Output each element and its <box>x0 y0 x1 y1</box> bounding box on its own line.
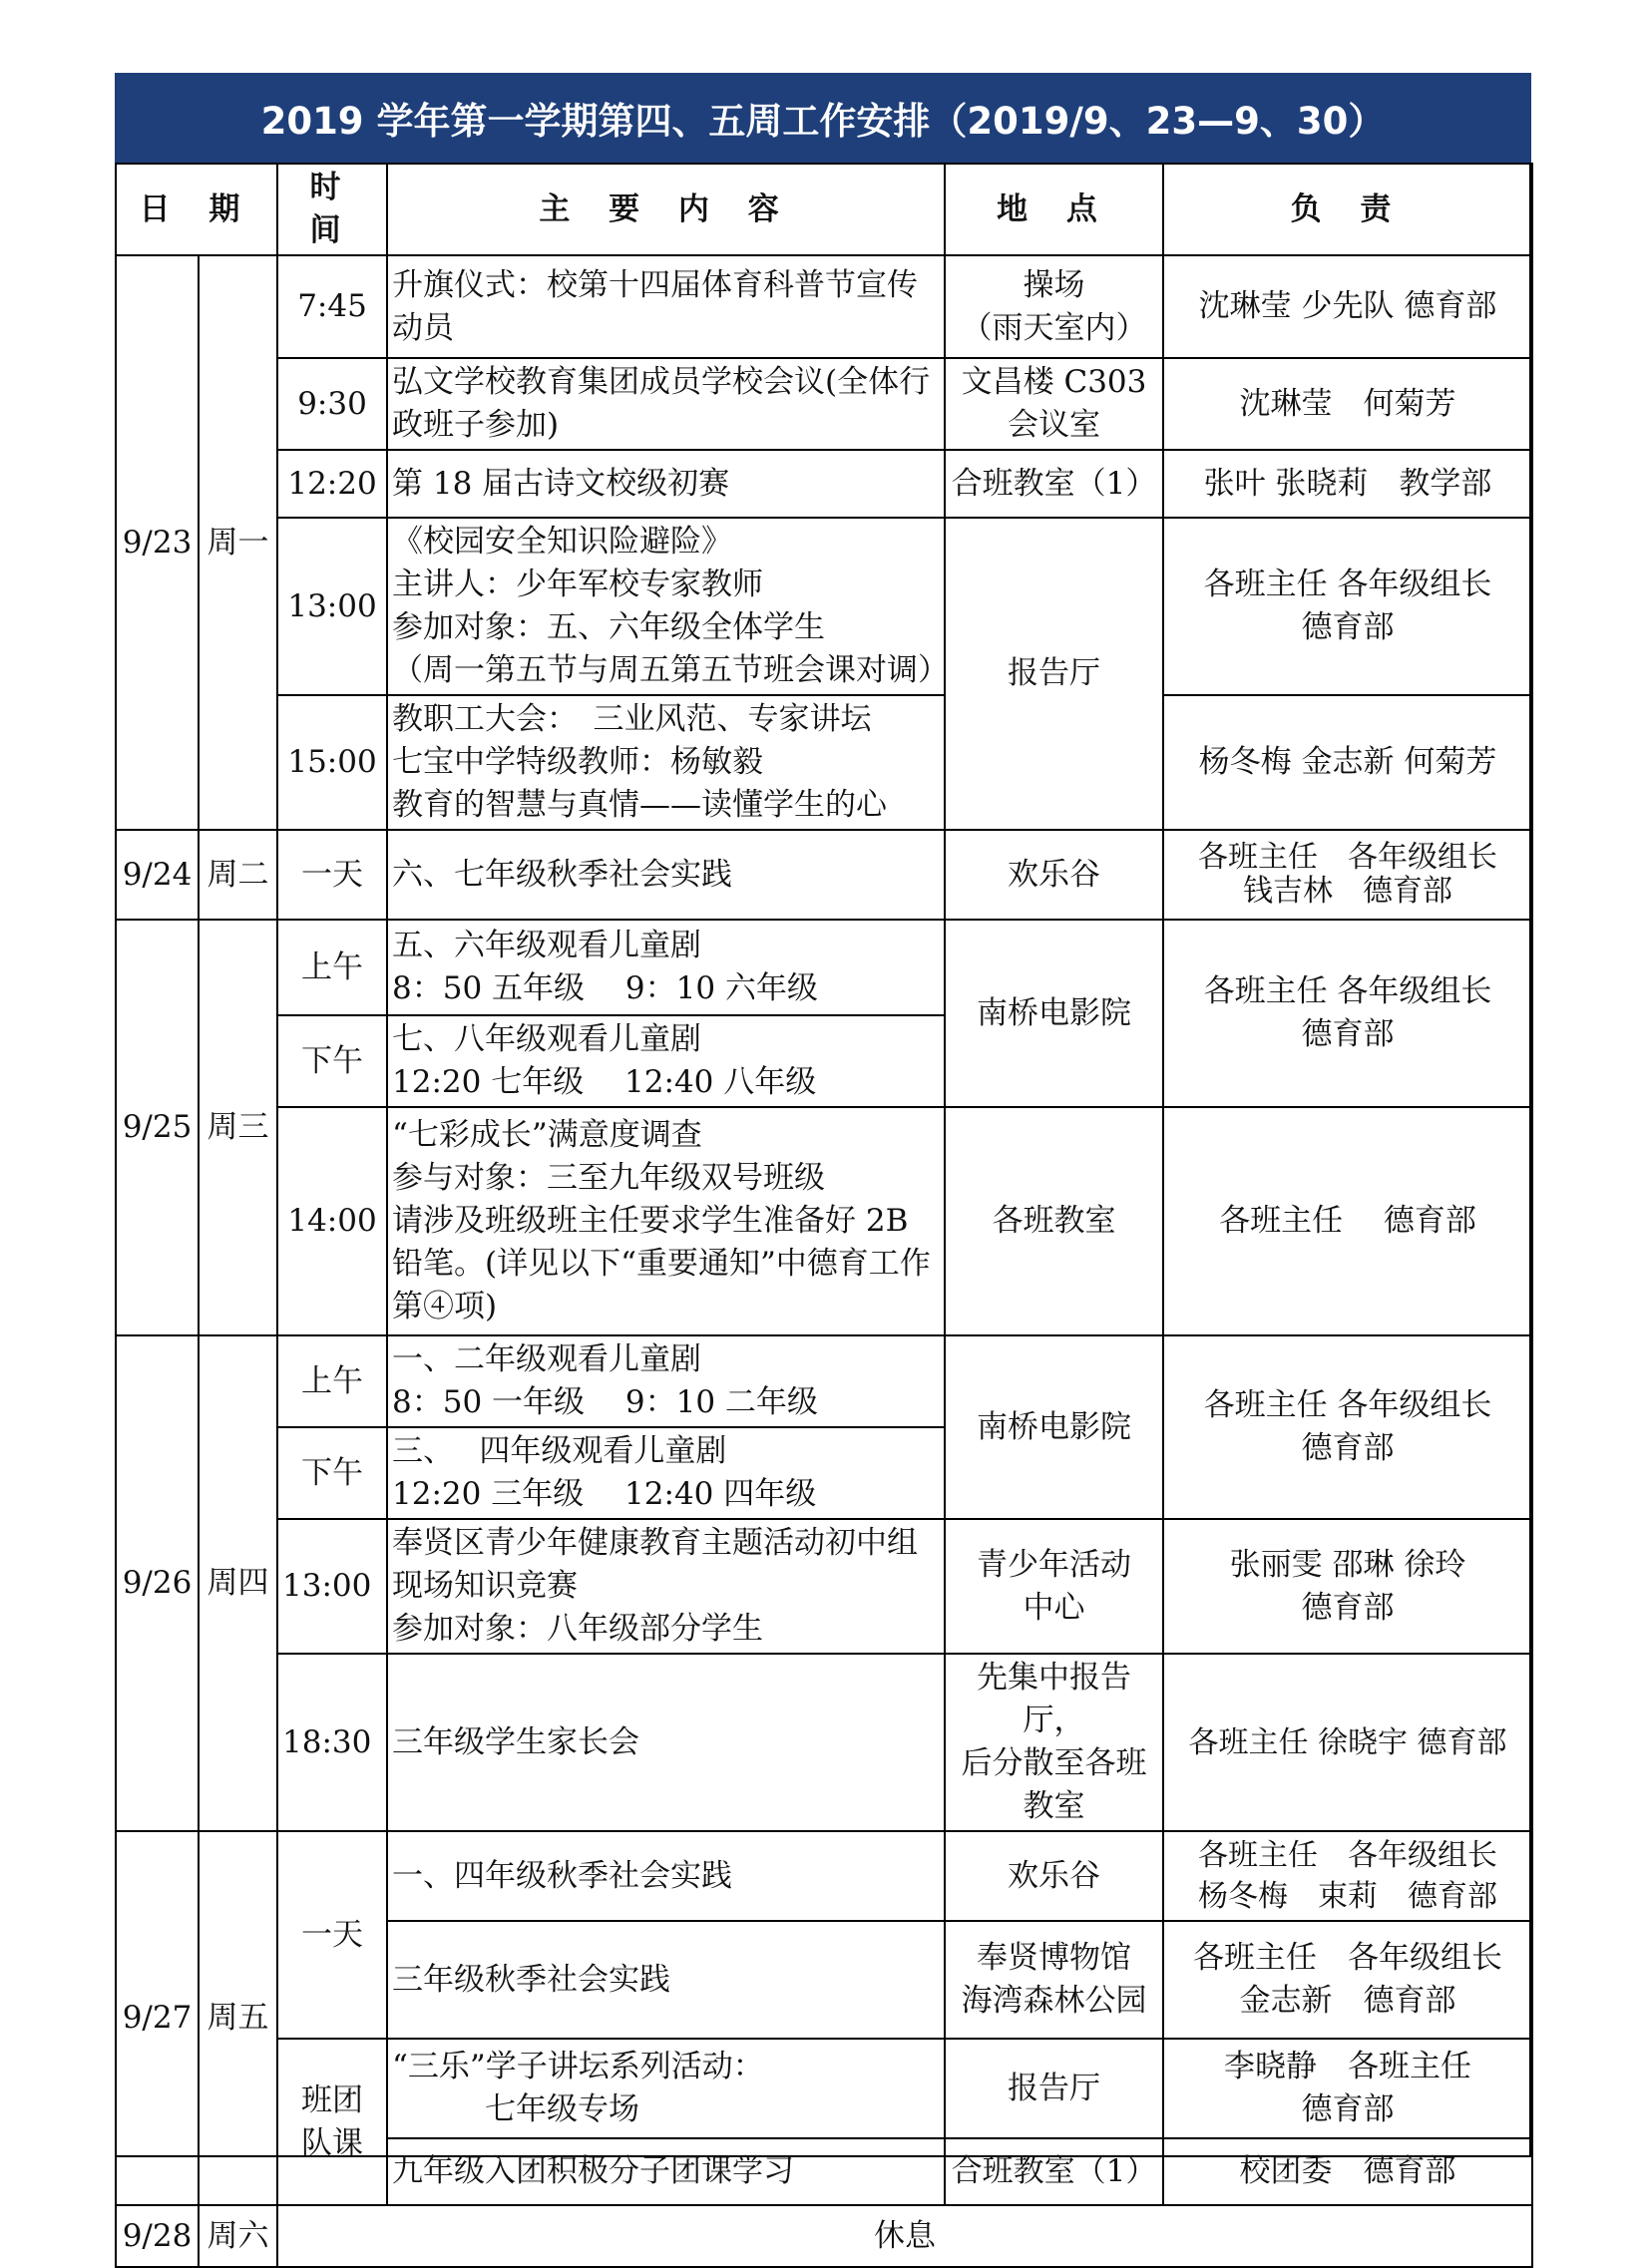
place-cell: 文昌楼 C303 会议室 <box>945 358 1163 450</box>
content-cell: 九年级入团积极分子团课学习 <box>387 2138 945 2205</box>
time-cell: 一天 <box>277 830 387 920</box>
header-content: 主 要 内 容 <box>387 164 945 255</box>
header-time: 时 间 <box>277 164 387 255</box>
place-cell: 报告厅 <box>945 518 1163 830</box>
owner-cell: 各班主任 各年级组长 德育部 <box>1163 920 1532 1107</box>
table-row <box>116 695 1532 830</box>
time-cell: 下午 <box>277 1427 387 1519</box>
day-cell: 周六 <box>199 2205 277 2267</box>
place-cell: 南桥电影院 <box>945 920 1163 1107</box>
header-owner: 负 责 <box>1163 164 1532 255</box>
table-row <box>116 830 1532 920</box>
place-cell: 报告厅 <box>945 2039 1163 2138</box>
day-cell: 周四 <box>199 1335 277 1831</box>
time-cell: 下午 <box>277 1015 387 1107</box>
date-cell: 9/28 <box>116 2205 199 2267</box>
owner-cell: 各班主任 各年级组长 钱吉林 德育部 <box>1163 830 1532 920</box>
owner-cell: 沈琳莹 少先队 德育部 <box>1163 255 1532 358</box>
table-row <box>116 255 1532 358</box>
content-cell: 休息 <box>277 2205 1532 2267</box>
time-cell: 班团 队课 <box>277 2039 387 2205</box>
content-cell: 一、四年级秋季社会实践 <box>387 1831 945 1921</box>
owner-cell: 杨冬梅 金志新 何菊芳 <box>1163 695 1532 830</box>
day-cell: 周三 <box>199 920 277 1335</box>
content-cell: 三、 四年级观看儿童剧 12:20 三年级 12:40 四年级 <box>387 1427 945 1519</box>
content-cell: 教职工大会： 三业风范、专家讲坛 七宝中学特级教师：杨敏毅 教育的智慧与真情——读懂学生的心 <box>387 695 945 830</box>
place-cell: 青少年活动 中心 <box>945 1519 1163 1654</box>
time-cell: 上午 <box>277 920 387 1015</box>
owner-cell: 各班主任 德育部 <box>1163 1107 1532 1335</box>
day-cell: 周一 <box>199 255 277 830</box>
date-cell: 9/23 <box>116 255 199 830</box>
place-cell: 合班教室（1） <box>945 2138 1163 2205</box>
owner-cell: 沈琳莹 何菊芳 <box>1163 358 1532 450</box>
title-text: 2019 学年第一学期第四、五周工作安排（2019/9、23—9、30） <box>260 100 1386 143</box>
place-cell: 操场 （雨天室内） <box>945 255 1163 358</box>
content-cell: 第 18 届古诗文校级初赛 <box>387 450 945 518</box>
owner-cell: 各班主任 各年级组长 德育部 <box>1163 518 1532 695</box>
time-cell: 13:00 <box>277 518 387 695</box>
place-cell: 奉贤博物馆 海湾森林公园 <box>945 1921 1163 2039</box>
date-cell: 9/25 <box>116 920 199 1335</box>
content-cell: 五、六年级观看儿童剧 8：50 五年级 9：10 六年级 <box>387 920 945 1015</box>
content-cell: 三年级秋季社会实践 <box>387 1921 945 2039</box>
table-row <box>116 2039 1532 2138</box>
table-row <box>116 920 1532 1015</box>
content-cell: 一、二年级观看儿童剧 8：50 一年级 9：10 二年级 <box>387 1335 945 1427</box>
table-row <box>116 518 1532 695</box>
owner-cell: 各班主任 各年级组长 金志新 德育部 <box>1163 1921 1532 2039</box>
content-cell: 升旗仪式：校第十四届体育科普节宣传动员 <box>387 255 945 358</box>
owner-cell: 各班主任 徐晓宇 德育部 <box>1163 1654 1532 1831</box>
day-cell: 周二 <box>199 830 277 920</box>
table-row <box>116 1831 1532 1921</box>
table-row <box>116 1335 1532 1427</box>
schedule-table <box>115 163 1533 2268</box>
table-row <box>116 1519 1532 1654</box>
time-cell: 上午 <box>277 1335 387 1427</box>
time-cell: 12:20 <box>277 450 387 518</box>
date-cell: 9/26 <box>116 1335 199 1831</box>
content-cell: 六、七年级秋季社会实践 <box>387 830 945 920</box>
table-row <box>116 358 1532 450</box>
time-cell: 14:00 <box>277 1107 387 1335</box>
owner-cell: 各班主任 各年级组长 杨冬梅 束莉 德育部 <box>1163 1831 1532 1921</box>
content-cell: 《校园安全知识险避险》 主讲人：少年军校专家教师 参加对象：五、六年级全体学生 （周一第五节与周五第五节班会课对调） <box>387 518 945 695</box>
owner-cell: 张叶 张晓莉 教学部 <box>1163 450 1532 518</box>
time-cell: 18:30 <box>277 1654 387 1831</box>
content-cell: 弘文学校教育集团成员学校会议(全体行政班子参加) <box>387 358 945 450</box>
date-cell: 9/27 <box>116 1831 199 2205</box>
owner-cell: 校团委 德育部 <box>1163 2138 1532 2205</box>
content-cell: 奉贤区青少年健康教育主题活动初中组现场知识竞赛 参加对象：八年级部分学生 <box>387 1519 945 1654</box>
time-cell: 9:30 <box>277 358 387 450</box>
owner-cell: 各班主任 各年级组长 德育部 <box>1163 1335 1532 1519</box>
content-cell: “三乐”学子讲坛系列活动： 七年级专场 <box>387 2039 945 2138</box>
content-cell: 三年级学生家长会 <box>387 1654 945 1831</box>
content-cell: 七、八年级观看儿童剧 12:20 七年级 12:40 八年级 <box>387 1015 945 1107</box>
table-row <box>116 450 1532 518</box>
table-row <box>116 1107 1532 1335</box>
place-cell: 各班教室 <box>945 1107 1163 1335</box>
date-cell: 9/24 <box>116 830 199 920</box>
place-cell: 合班教室（1） <box>945 450 1163 518</box>
place-cell: 欢乐谷 <box>945 1831 1163 1921</box>
schedule-title <box>115 73 1531 163</box>
table-row <box>116 1654 1532 1831</box>
content-cell: “七彩成长”满意度调查 参与对象：三至九年级双号班级 请涉及班级班主任要求学生准备好 2B 铅笔。(详见以下“重要通知”中德育工作第④项) <box>387 1107 945 1335</box>
owner-cell: 张丽雯 邵琳 徐玲 德育部 <box>1163 1519 1532 1654</box>
place-cell: 南桥电影院 <box>945 1335 1163 1519</box>
owner-cell: 李晓静 各班主任 德育部 <box>1163 2039 1532 2138</box>
table-row <box>116 2205 1532 2267</box>
time-cell: 15:00 <box>277 695 387 830</box>
header-place: 地 点 <box>945 164 1163 255</box>
time-cell: 7:45 <box>277 255 387 358</box>
place-cell: 欢乐谷 <box>945 830 1163 920</box>
day-cell: 周五 <box>199 1831 277 2205</box>
time-cell: 一天 <box>277 1831 387 2039</box>
place-cell: 先集中报告厅， 后分散至各班教室 <box>945 1654 1163 1831</box>
time-cell: 13:00 <box>277 1519 387 1654</box>
header-date: 日 期 <box>116 164 277 255</box>
header-row <box>116 164 1532 255</box>
